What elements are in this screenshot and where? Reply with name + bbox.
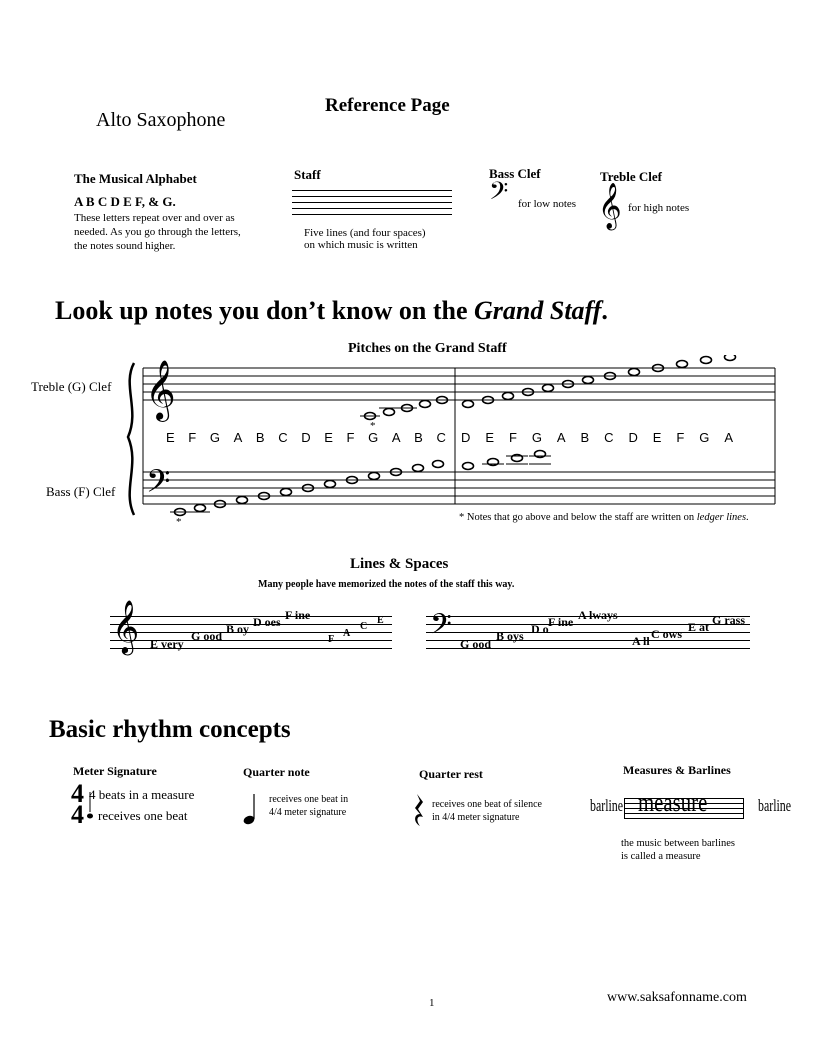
mnemonic-word: A bbox=[343, 628, 351, 639]
note-letter: E bbox=[652, 430, 662, 445]
alphabet-heading: The Musical Alphabet bbox=[74, 171, 197, 186]
mnemonic-word: E very bbox=[150, 637, 184, 651]
quarter-rest-line-2: in 4/4 meter signature bbox=[432, 812, 520, 823]
note-letter: A bbox=[556, 430, 566, 445]
note-letter: C bbox=[604, 430, 614, 445]
mnemonic-word: F ine bbox=[285, 608, 311, 622]
bass-mnemonic-staff bbox=[426, 608, 750, 652]
treble-staff-label: Treble (G) Clef bbox=[31, 379, 112, 394]
meter-heading: Meter Signature bbox=[73, 764, 157, 778]
mnemonic-word: G rass bbox=[712, 613, 745, 627]
page-number: 1 bbox=[429, 997, 435, 1009]
staff-desc-1: Five lines (and four spaces) bbox=[304, 227, 426, 239]
quarter-rest-line-1: receives one beat of silence bbox=[432, 799, 542, 810]
alphabet-letters: A B C D E F, & G. bbox=[74, 194, 176, 209]
note-letter: E bbox=[485, 430, 494, 445]
quarter-note-line-2: 4/4 meter signature bbox=[269, 807, 347, 818]
quarter-note-heading: Quarter note bbox=[243, 765, 310, 779]
page-title: Reference Page bbox=[325, 95, 450, 116]
bass-clef-desc: for low notes bbox=[518, 198, 577, 210]
lines-spaces-subtitle: Many people have memorized the notes of the staff this way. bbox=[258, 579, 515, 590]
mnemonic-word: F ine bbox=[548, 615, 574, 629]
note-letter: B bbox=[255, 430, 265, 445]
treble-mnemonic-staff bbox=[110, 601, 392, 652]
note-letter: C bbox=[278, 430, 288, 445]
alphabet-desc-2: needed. As you go through the letters, bbox=[74, 226, 241, 238]
mnemonic-word: D o bbox=[531, 622, 549, 636]
note-letter: F bbox=[188, 430, 197, 445]
meter-arrows-icon bbox=[86, 790, 98, 822]
note-letter: B bbox=[580, 430, 590, 445]
bass-clef-glyph: 𝄢 bbox=[146, 465, 171, 507]
note-letter: F bbox=[346, 430, 355, 445]
meter-line-1: 4 beats in a measure bbox=[89, 787, 195, 802]
instrument-name: Alto Saxophone bbox=[96, 109, 226, 131]
rhythm-heading: Basic rhythm concepts bbox=[49, 716, 291, 743]
quarter-note-icon bbox=[242, 792, 258, 826]
grand-staff-headline: Look up notes you don’t know on the Grand Staff. bbox=[55, 296, 608, 325]
measure-label: measure bbox=[638, 788, 708, 817]
mnemonic-word: G ood bbox=[191, 629, 223, 643]
staff-desc-2: on which music is written bbox=[304, 239, 418, 251]
mnemonic-word: C ows bbox=[651, 627, 683, 641]
quarter-rest-icon bbox=[412, 793, 428, 829]
note-letter: C bbox=[436, 430, 446, 445]
staff-example bbox=[292, 190, 452, 218]
brace bbox=[128, 363, 134, 515]
note-letter: A bbox=[724, 430, 733, 445]
alphabet-desc-1: These letters repeat over and over as bbox=[74, 212, 235, 224]
bass-clef-icon: 𝄢 bbox=[489, 178, 509, 211]
note-letter: G bbox=[531, 430, 542, 445]
measure-diagram bbox=[588, 790, 794, 826]
grand-staff-subtitle: Pitches on the Grand Staff bbox=[348, 341, 507, 356]
note-letters-left bbox=[166, 430, 446, 445]
mnemonic-word: B oy bbox=[226, 622, 250, 636]
quarter-rest-heading: Quarter rest bbox=[419, 767, 483, 781]
mnemonic-word: D oes bbox=[253, 615, 281, 629]
bass-asterisk: * bbox=[176, 516, 182, 528]
note-letter: A bbox=[233, 430, 243, 445]
note-letter: A bbox=[391, 430, 401, 445]
mnemonic-word: G ood bbox=[460, 637, 492, 651]
note-letter: G bbox=[699, 430, 710, 445]
quarter-note-line-1: receives one beat in bbox=[269, 794, 349, 805]
treble-staff-lines bbox=[143, 368, 775, 400]
note-letter: F bbox=[676, 430, 685, 445]
barline-label-right: barline bbox=[758, 796, 792, 815]
note-letter: B bbox=[414, 430, 423, 445]
note-letter: E bbox=[166, 430, 175, 445]
ledger-footnote: * Notes that go above and below the staff are written on ledger lines. bbox=[459, 512, 749, 523]
note-letter: D bbox=[628, 430, 638, 445]
bass-clef-glyph: 𝄢 bbox=[430, 610, 452, 647]
meter-line-2: receives one beat bbox=[98, 808, 188, 823]
mnemonic-word: E at bbox=[688, 620, 709, 634]
note-letter: G bbox=[209, 430, 220, 445]
bass-staff-lines bbox=[143, 472, 775, 504]
staff-heading: Staff bbox=[294, 167, 321, 182]
mnemonic-word: F bbox=[328, 634, 335, 645]
treble-clef-icon: 𝄞 bbox=[598, 183, 622, 228]
grand-staff bbox=[120, 355, 785, 535]
treble-clef-glyph: 𝄞 bbox=[145, 362, 176, 419]
note-letter: F bbox=[508, 430, 517, 445]
mnemonic-word: E bbox=[377, 615, 384, 626]
treble-asterisk: * bbox=[370, 420, 376, 432]
note-letter: G bbox=[368, 430, 379, 445]
website-link[interactable]: www.saksafonname.com bbox=[607, 990, 747, 1005]
bass-clef-heading: Bass Clef bbox=[489, 166, 541, 181]
note-letter: D bbox=[301, 430, 311, 445]
treble-clef-glyph: 𝄞 bbox=[112, 601, 140, 652]
bass-staff-label: Bass (F) Clef bbox=[46, 484, 116, 499]
mnemonic-word: A ll bbox=[632, 634, 650, 648]
note-letter: E bbox=[324, 430, 333, 445]
measures-desc-1: the music between barlines bbox=[621, 838, 736, 849]
meter-bottom-number: 4 bbox=[71, 800, 84, 829]
mnemonic-word: A lways bbox=[578, 608, 618, 622]
measures-desc-2: is called a measure bbox=[621, 851, 701, 862]
barline-label-left: barline bbox=[590, 796, 624, 815]
alphabet-desc-3: the notes sound higher. bbox=[74, 240, 176, 252]
lines-spaces-heading: Lines & Spaces bbox=[350, 556, 449, 572]
note-letter: D bbox=[461, 430, 471, 445]
bass-notes-right bbox=[463, 451, 552, 470]
measures-heading: Measures & Barlines bbox=[623, 763, 731, 777]
treble-clef-heading: Treble Clef bbox=[600, 169, 662, 184]
note-letters-right bbox=[461, 430, 733, 445]
mnemonic-word: C bbox=[360, 621, 368, 632]
treble-clef-desc: for high notes bbox=[628, 202, 690, 214]
mnemonic-word: B oys bbox=[496, 629, 524, 643]
meter-top-number: 4 bbox=[71, 779, 84, 808]
